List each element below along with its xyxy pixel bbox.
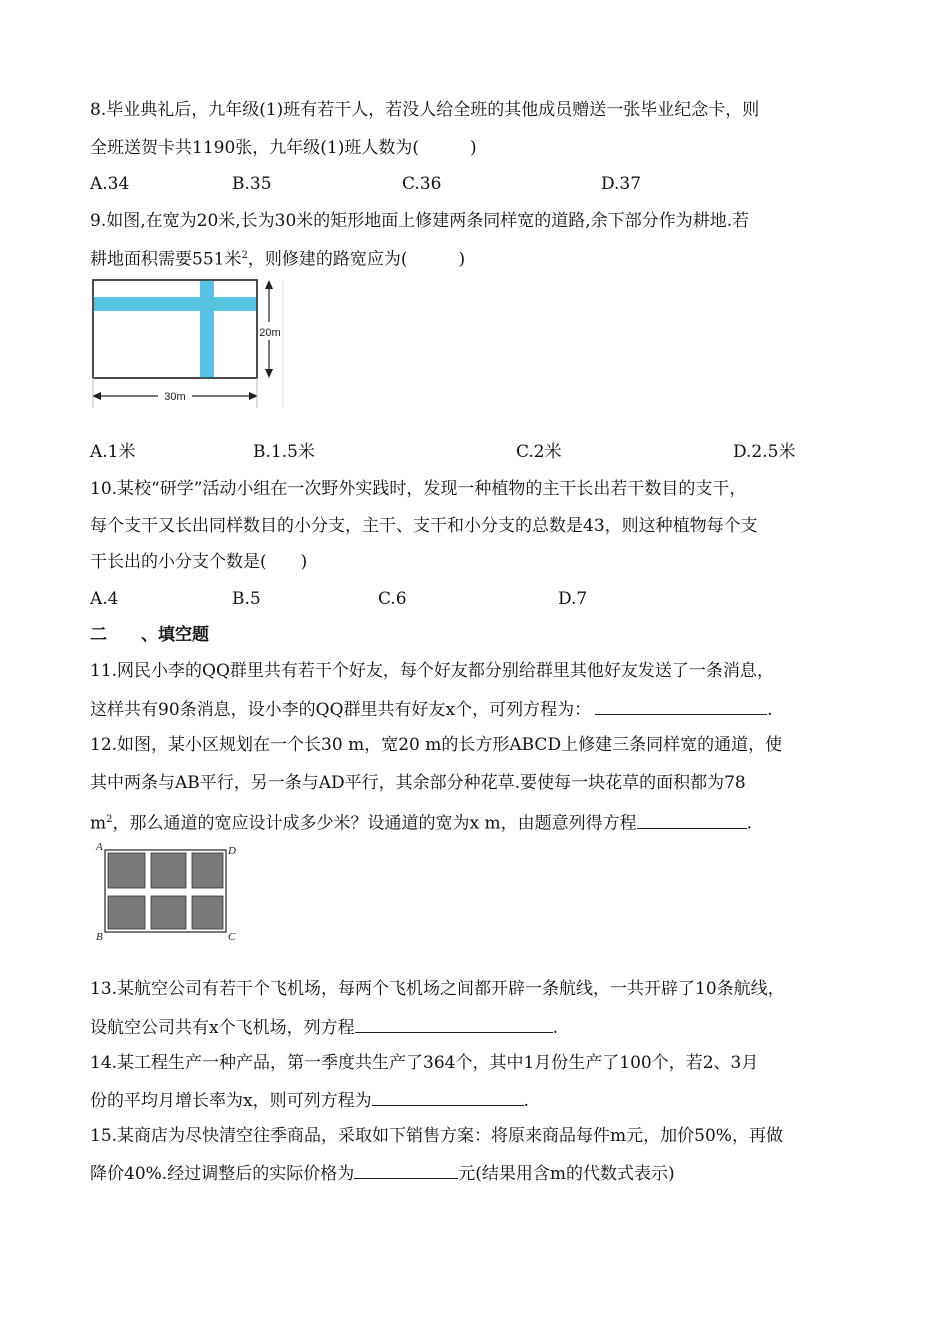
q14-line-end: . — [523, 1091, 529, 1111]
q12-garden-figure — [94, 840, 244, 944]
q11-line-1: 11.网民小李的QQ群里共有若干个好友，每个好友都分别给群里其他好友发送了一条消息， — [90, 661, 774, 681]
q13-line-end: . — [552, 1018, 558, 1038]
q10-option-d: D.7 — [558, 589, 588, 609]
q8-line-2: 全班送贺卡共1190张，九年级(1)班人数为( ) — [90, 138, 477, 158]
q8-option-a: A.34 — [90, 174, 130, 194]
q10-option-b: B.5 — [232, 589, 261, 609]
q14-answer-blank[interactable] — [372, 1087, 524, 1106]
q9-line-2 — [90, 244, 465, 272]
q10-option-a: A.4 — [90, 589, 119, 609]
q12-label-b: B — [96, 931, 103, 943]
q12-line-3 — [90, 808, 752, 836]
q12-label-a: A — [96, 841, 103, 853]
q15-line-2 — [90, 1160, 675, 1186]
q14-line-2 — [90, 1087, 529, 1113]
q12-label-c: C — [228, 931, 236, 943]
q12-bed-1 — [108, 853, 145, 888]
q10-line-1: 10.某校“研学”活动小组在一次野外实践时，发现一种植物的主干长出若干数目的支干， — [90, 479, 747, 499]
q11-line-end: . — [767, 700, 773, 720]
q9-line-2-text-b: ，则修建的路宽应为( ) — [247, 249, 466, 270]
q12-bed-5 — [151, 896, 186, 929]
q12-line-end: . — [746, 813, 753, 834]
q15-answer-blank[interactable] — [354, 1160, 458, 1179]
q12-superscript: 2 — [106, 814, 113, 825]
q10-option-c: C.6 — [378, 589, 407, 609]
q12-line-2: 其中两条与AB平行，另一条与AD平行，其余部分种花草.要使每一块花草的面积都为78 — [90, 773, 746, 793]
q9-width-label: 30m — [164, 391, 186, 403]
q8-line-1: 8.毕业典礼后，九年级(1)班有若干人，若没人给全班的其他成员赠送一张毕业纪念卡，则 — [90, 100, 760, 120]
q11-line-2-text: 这样共有90条消息，设小李的QQ群里共有好友x个，可列方程为： — [90, 700, 592, 720]
q12-bed-4 — [108, 896, 145, 929]
q9-line-1: 9.如图,在宽为20米,长为30米的矩形地面上修建两条同样宽的道路,余下部分作为耕地.若 — [90, 211, 750, 231]
q9-horizontal-road — [93, 297, 257, 311]
q8-option-b: B.35 — [232, 174, 272, 194]
q11-answer-blank[interactable] — [595, 696, 767, 715]
q12-bed-3 — [192, 853, 223, 888]
q14-line-1: 14.某工程生产一种产品，第一季度共生产了364个，其中1月份生产了100个，若2、3月 — [90, 1053, 759, 1073]
q9-height-arrow-down-icon — [265, 369, 273, 378]
q9-height-label: 20m — [259, 327, 281, 339]
q15-line-1: 15.某商店为尽快清空往季商品，采取如下销售方案：将原来商品每件m元，加价50%，再做 — [90, 1126, 783, 1146]
q13-answer-blank[interactable] — [355, 1014, 553, 1033]
q12-line-3-text: ，那么通道的宽应设计成多少米？设通道的宽为x m，由题意列得方程 — [112, 813, 637, 834]
q12-label-d: D — [228, 845, 236, 857]
q9-vertical-road — [200, 280, 214, 378]
q15-line-2-text-b: 元(结果用含m的代数式表示) — [458, 1164, 675, 1184]
q12-answer-blank[interactable] — [637, 810, 747, 829]
q9-option-d: D.2.5米 — [733, 442, 796, 462]
section-title-fill-blank: 二 、填空题 — [90, 625, 209, 645]
q9-option-c: C.2米 — [516, 442, 562, 462]
q15-line-2-text-a: 降价40%.经过调整后的实际价格为 — [90, 1164, 355, 1184]
q9-option-a: A.1米 — [90, 442, 136, 462]
q8-option-c: C.36 — [402, 174, 442, 194]
q9-line-2-text-a: 耕地面积需要551米 — [90, 249, 242, 270]
q12-bed-6 — [192, 896, 223, 929]
q9-height-arrow-up-icon — [265, 280, 273, 289]
q12-line-3-unit: m — [90, 813, 107, 834]
q8-option-d: D.37 — [601, 174, 642, 194]
q11-line-2 — [90, 696, 773, 722]
q10-line-3: 干长出的小分支个数是( ) — [90, 552, 308, 572]
q14-line-2-text: 份的平均月增长率为x，则可列方程为 — [90, 1091, 372, 1111]
q9-field-figure — [88, 276, 288, 412]
q9-superscript: 2 — [241, 250, 248, 261]
q10-line-2: 每个支干又长出同样数目的小分支，主干、支干和小分支的总数是43，则这种植物每个支 — [90, 516, 758, 536]
q9-field-rect — [93, 280, 257, 378]
q13-line-2 — [90, 1014, 558, 1040]
q12-bed-2 — [151, 853, 186, 888]
q13-line-1: 13.某航空公司有若干个飞机场，每两个飞机场之间都开辟一条航线，一共开辟了10条航线， — [90, 979, 785, 999]
q9-option-b: B.1.5米 — [253, 442, 315, 462]
q13-line-2-text: 设航空公司共有x个飞机场，列方程 — [90, 1018, 355, 1038]
q12-line-1: 12.如图，某小区规划在一个长30 m，宽20 m的长方形ABCD上修建三条同样宽的通道，使 — [90, 735, 783, 755]
